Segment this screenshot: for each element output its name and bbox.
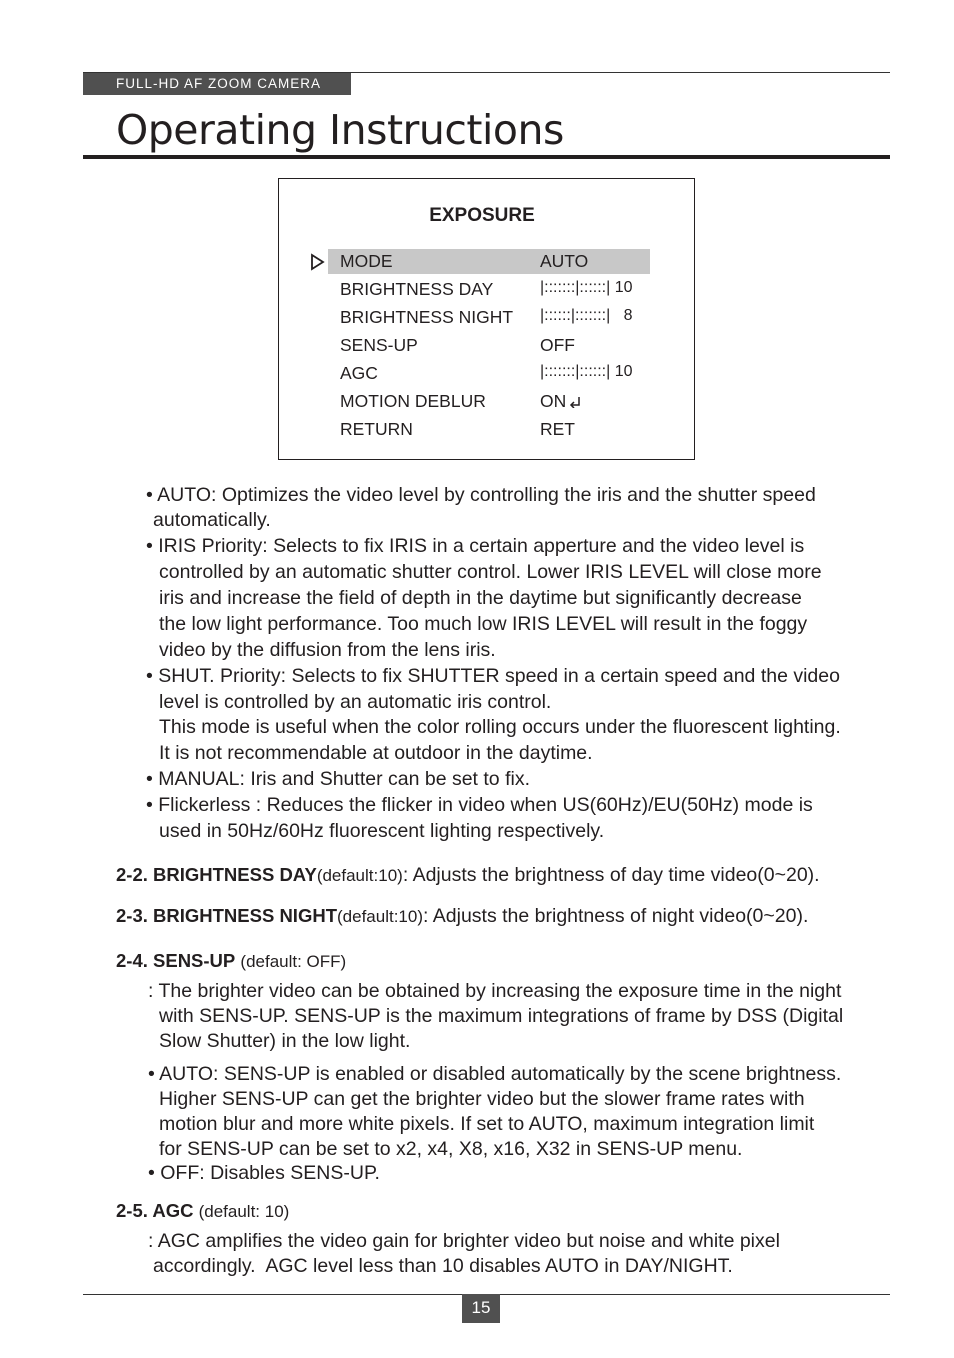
section-default: (default:10): [316, 866, 403, 885]
menu-row-label: BRIGHTNESS NIGHT: [340, 307, 514, 327]
mode-line: • AUTO: Optimizes the video level by controlling the iris and the shutter speed: [146, 484, 816, 506]
menu-row-value: AUTO: [540, 251, 589, 271]
menu-title: EXPOSURE: [429, 205, 535, 226]
section-description: : Adjusts the brightness of night video(0~20).: [423, 905, 809, 927]
menu-row-label: BRIGHTNESS DAY: [340, 279, 494, 299]
section-heading: 2-4. SENS-UP: [116, 950, 236, 971]
agc-line: : AGC amplifies the video gain for brighter video but noise and white pixel: [148, 1230, 780, 1252]
mode-line: • SHUT. Priority: Selects to fix SHUTTER speed in a certain speed and the video: [146, 665, 840, 687]
mode-line: It is not recommendable at outdoor in the daytime.: [159, 742, 593, 764]
menu-row-brightness-night: [340, 305, 680, 333]
cursor-arrow-icon: [310, 253, 326, 271]
menu-row-motion-deblur: [340, 389, 680, 417]
menu-row-value: RET: [540, 419, 575, 439]
title-rule: [83, 155, 890, 159]
mode-line: controlled by an automatic shutter control. Lower IRIS LEVEL will close more: [159, 561, 822, 583]
section-heading: 2-5. AGC: [116, 1200, 194, 1221]
menu-row-label: MODE: [340, 251, 393, 271]
mode-line: the low light performance. Too much low IRIS LEVEL will result in the foggy: [159, 613, 808, 635]
menu-row-value: |:::::::|::::::| 10: [540, 279, 633, 296]
menu-row-value: ON: [540, 391, 567, 411]
sens-up-line: with SENS-UP. SENS-UP is the maximum integrations of frame by DSS (Digital: [159, 1005, 844, 1027]
mode-line: • MANUAL: Iris and Shutter can be set to fix.: [146, 768, 530, 790]
menu-row-value: OFF: [540, 335, 575, 355]
menu-row-label: MOTION DEBLUR: [340, 391, 486, 411]
menu-row-brightness-day: [340, 277, 680, 305]
exposure-menu: [278, 178, 695, 460]
section-default: (default:10): [337, 907, 423, 926]
page-number: 15: [462, 1294, 500, 1323]
section-heading: 2-3. BRIGHTNESS NIGHT: [116, 905, 337, 926]
mode-line: iris and increase the field of depth in the daytime but significantly decrease: [159, 587, 802, 609]
sens-up-line: Higher SENS-UP can get the brighter video but the slower frame rates with: [159, 1088, 805, 1110]
enter-arrow-icon: [569, 396, 581, 408]
mode-line: video by the diffusion from the lens iris.: [159, 639, 496, 661]
product-tag: FULL-HD AF ZOOM CAMERA: [83, 73, 351, 95]
menu-row-mode: [340, 249, 680, 277]
section-agc: [116, 1200, 289, 1222]
section-brightness-night: [116, 905, 808, 928]
menu-row-sens-up: [340, 333, 680, 361]
section-brightness-day: [116, 864, 820, 887]
sens-up-line: motion blur and more white pixels. If set to AUTO, maximum integration limit: [159, 1113, 815, 1135]
sens-up-line: : The brighter video can be obtained by increasing the exposure time in the night: [148, 980, 842, 1002]
agc-line: accordingly. AGC level less than 10 disables AUTO in DAY/NIGHT.: [153, 1255, 733, 1277]
sens-up-line: • OFF: Disables SENS-UP.: [148, 1162, 380, 1184]
mode-line: used in 50Hz/60Hz fluorescent lighting respectively.: [159, 820, 605, 842]
section-default: (default: OFF): [240, 952, 347, 971]
mode-line: automatically.: [153, 509, 271, 531]
menu-row-value-wrap: [540, 389, 581, 413]
mode-line: This mode is useful when the color rolling occurs under the fluorescent lighting.: [159, 716, 841, 738]
section-heading: 2-2. BRIGHTNESS DAY: [116, 864, 317, 885]
sens-up-line: • AUTO: SENS-UP is enabled or disabled automatically by the scene brightness.: [148, 1063, 842, 1085]
menu-row-label: RETURN: [340, 419, 413, 439]
mode-line: level is controlled by an automatic iris control.: [159, 691, 552, 713]
sens-up-line: Slow Shutter) in the low light.: [159, 1030, 411, 1052]
section-default: (default: 10): [198, 1202, 290, 1221]
menu-row-label: AGC: [340, 363, 378, 383]
menu-row-value: |::::::|:::::::| 8: [540, 307, 633, 324]
mode-line: • Flickerless : Reduces the flicker in video when US(60Hz)/EU(50Hz) mode is: [146, 794, 813, 816]
menu-row-label: SENS-UP: [340, 335, 418, 355]
mode-line: • IRIS Priority: Selects to fix IRIS in a certain apperture and the video level is: [146, 535, 805, 557]
menu-row-return: [340, 417, 680, 445]
section-sens-up: [116, 950, 346, 972]
sens-up-line: for SENS-UP can be set to x2, x4, X8, x16, X32 in SENS-UP menu.: [159, 1138, 743, 1160]
section-description: : Adjusts the brightness of day time video(0~20).: [402, 864, 820, 886]
menu-row-value: |:::::::|::::::| 10: [540, 363, 633, 380]
menu-row-agc: [340, 361, 680, 389]
page-title: Operating Instructions: [116, 106, 564, 154]
